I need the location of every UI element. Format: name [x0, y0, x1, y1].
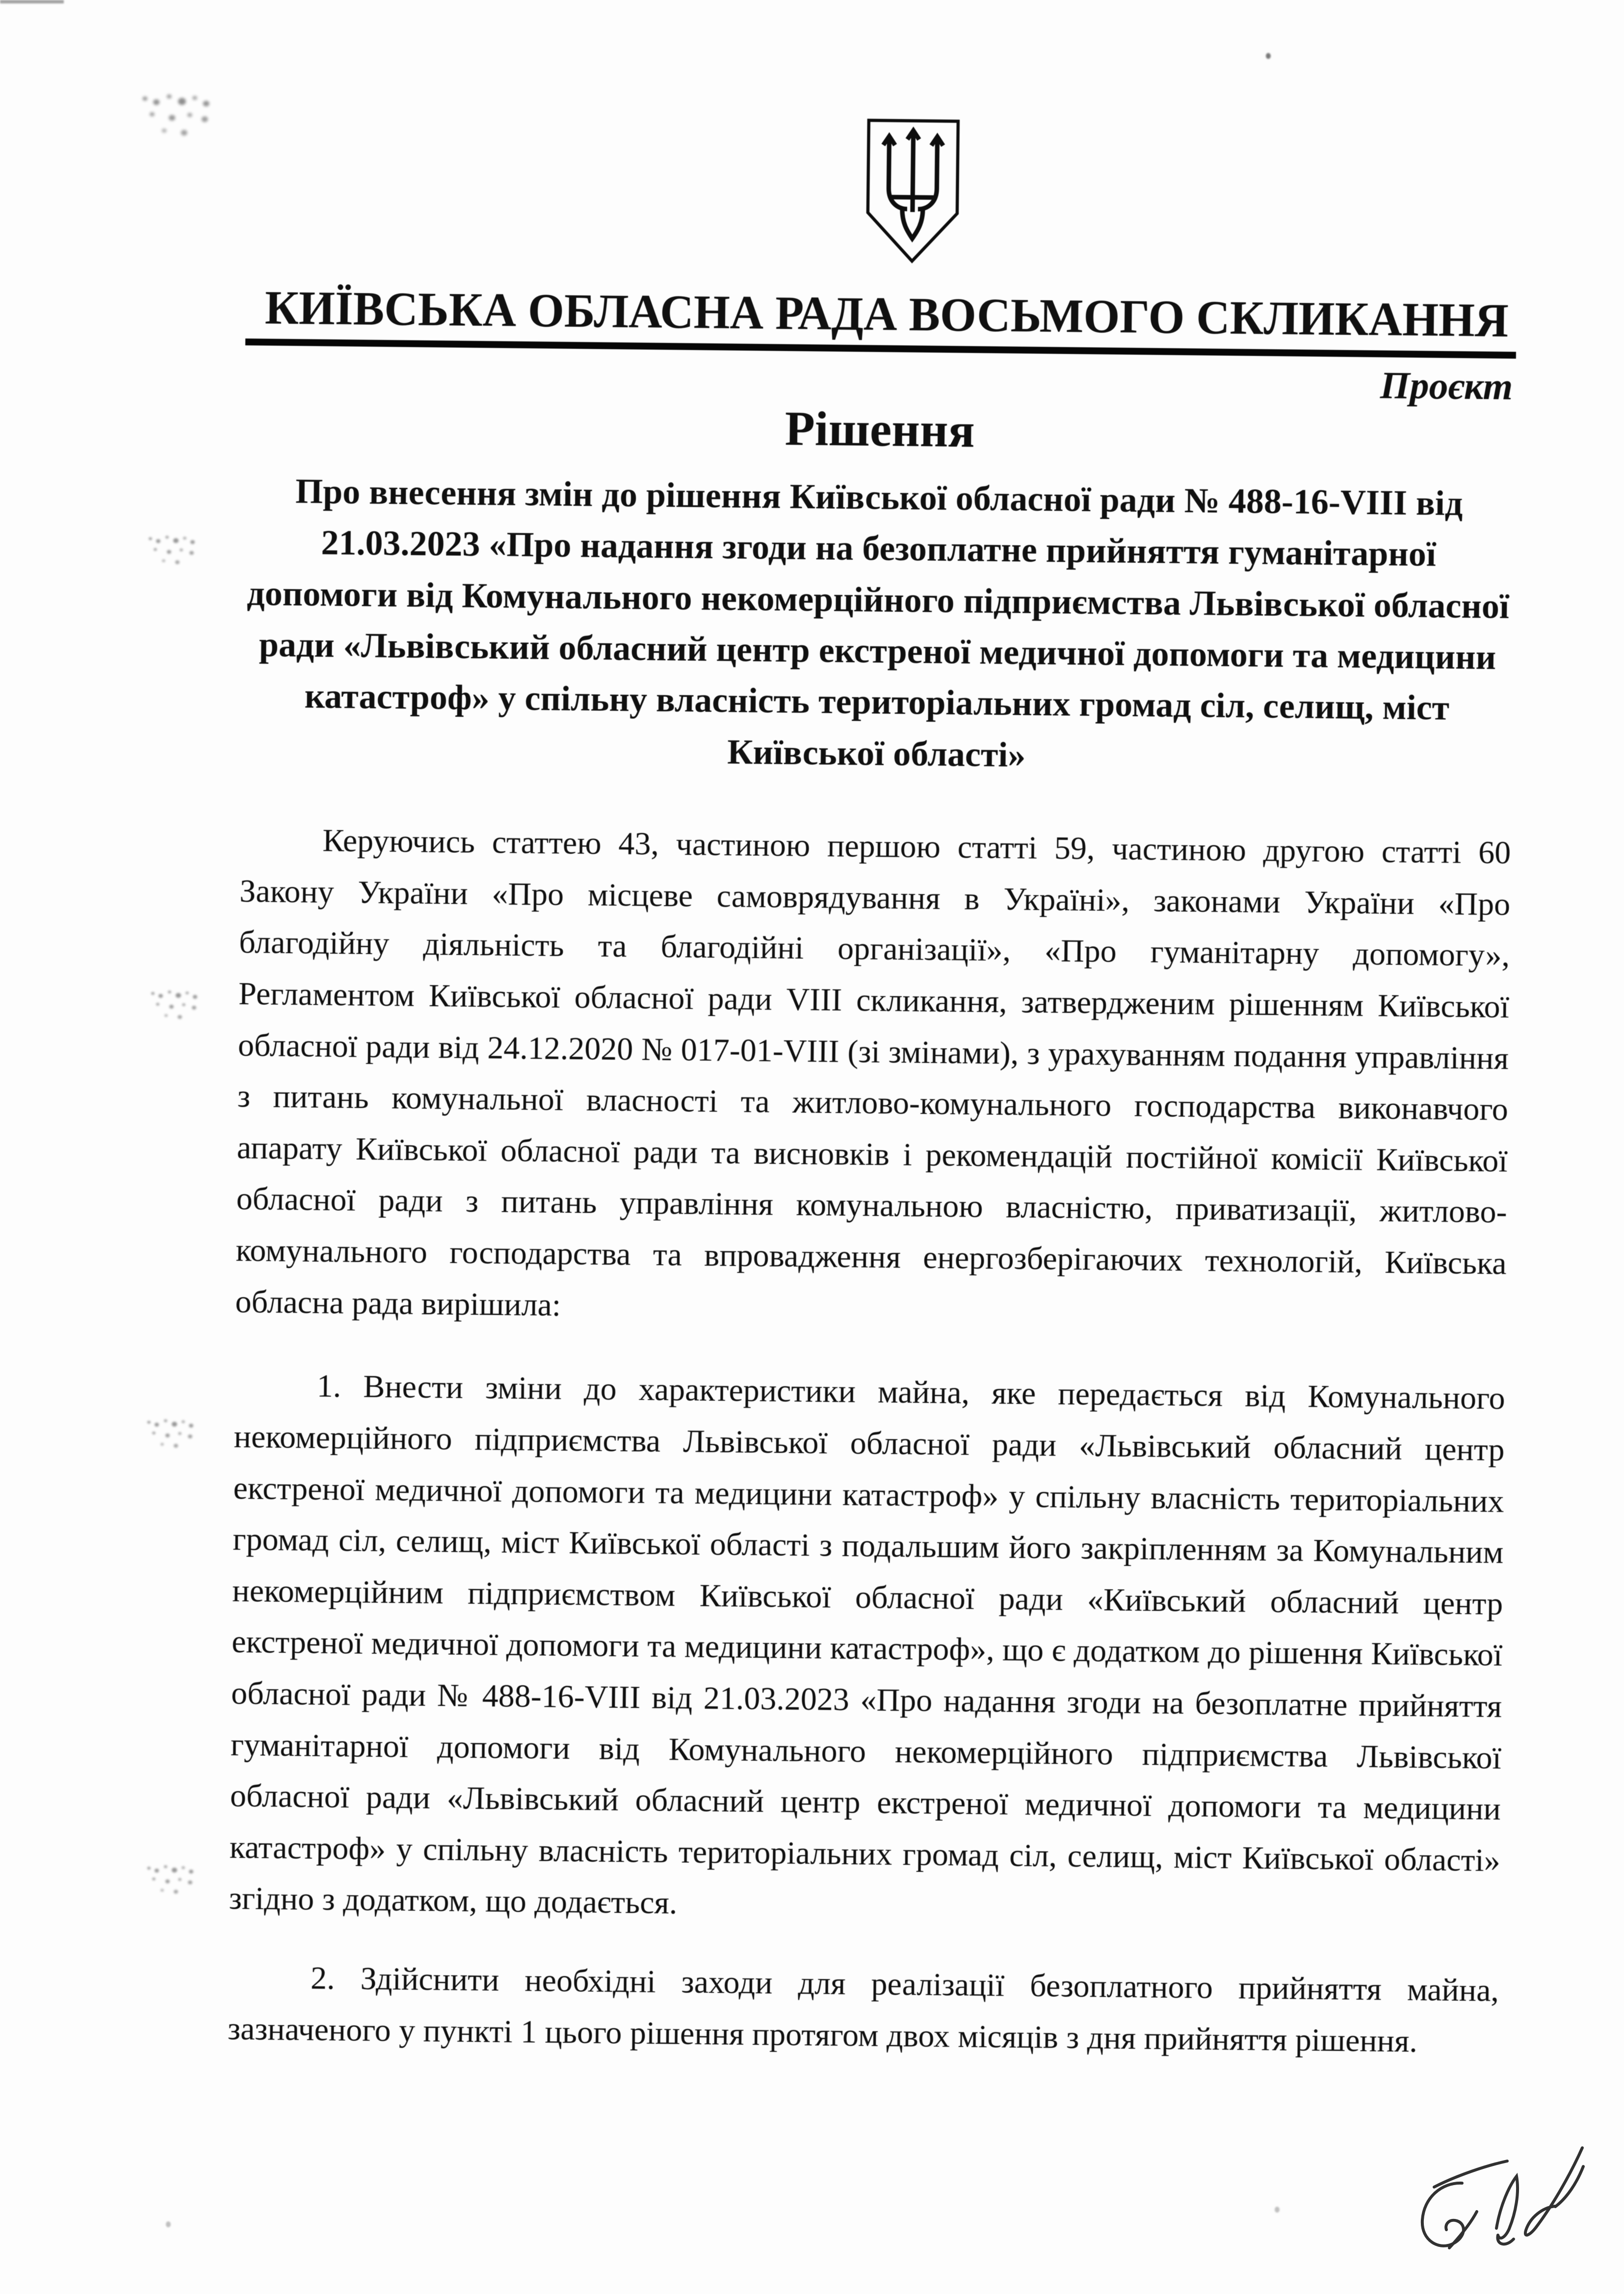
scan-smudge	[151, 992, 155, 995]
scan-smudge	[142, 97, 147, 101]
org-name-heading	[245, 281, 1517, 359]
org-name-text: КИЇВСЬКА ОБЛАСНА РАДА ВОСЬМОГО СКЛИКАННЯ	[264, 281, 1509, 347]
scan-edge-artifact	[0, 0, 64, 3]
scan-speck	[1266, 53, 1271, 59]
paragraph-item-1: 1. Внести зміни до характеристики майна, яке передається від Комунального некомерційного підприємства Львівської обласної ради «Львівський обласний центр екстреної медичної допомоги та медицини катастроф» у спільну власність територіальних громад сіл, селищ, міст Київської області з подальшим його закріпленням за Комунальним некомерційним підприємством Київської обласної ради «Київський обласний центр екстреної медичної допомоги та медицини катастроф», що є додатком до рішення Київської обласної ради № 488-16-VIII від 21.03.2023 «Про надання згоди на безоплатне прийняття гуманітарної допомоги від Комунального некомерційного підприємства Львівської обласної ради «Львівський обласний центр екстреної медичної допомоги та медицини катастроф» у спільну власність територіальних громад сіл, селищ, міст Київської області» згідно з додатком, що додається.	[229, 1368, 1505, 1921]
ukraine-trident-emblem-icon	[856, 117, 970, 265]
paragraph-item-2: 2. Здійснити необхідні заходи для реалізації безоплатного прийняття майна, зазначеного у пункті 1 цього рішення протягом двох місяців з дня прийняття рішення.	[227, 1960, 1499, 2059]
scan-speck	[166, 2221, 171, 2227]
scan-speck	[1275, 2207, 1280, 2213]
scan-smudge	[147, 1867, 151, 1870]
scan-smudge	[147, 1421, 151, 1424]
handwritten-signature-icon	[1324, 2124, 1618, 2286]
document-content	[227, 109, 1518, 2068]
scan-smudge	[149, 537, 152, 540]
doc-title: Про внесення змін до рішення Київської обласної ради № 488-16-VIII від 21.03.2023 «Про надання згоди на безоплатне прийняття гуманітарної допомоги від Комунального некомерційного підприємства Львівської обласної ради «Львівський обласний центр екстреної медичної допомоги та медицини катастроф» у спільну власність територіальних громад сіл, селищ, міст Київської області»	[246, 471, 1510, 775]
project-label: Проєкт	[1380, 364, 1513, 408]
doc-type-heading: Рішення	[785, 401, 975, 458]
paragraph-preamble: Керуючись статтею 43, частиною першою статті 59, частиною другою статті 60 Закону України «Про місцеве самоврядування в Україні», законами України «Про благодійну діяльність та благодійні організації», «Про гуманітарну допомогу», Регламентом Київської обласної ради VIII скликання, затвердженим рішенням Київської обласної ради від 24.12.2020 № 017-01-VIII (зі змінами), з урахуванням подання управління з питань комунальної власності та житлово-комунального господарства виконавчого апарату Київської обласної ради та висновків і рекомендацій постійної комісії Київської обласної ради з питань управління комунальною власністю, приватизації, житлово-комунального господарства та впровадження енергозберігаючих технологій, Київська обласна рада вирішила:	[235, 822, 1511, 1323]
